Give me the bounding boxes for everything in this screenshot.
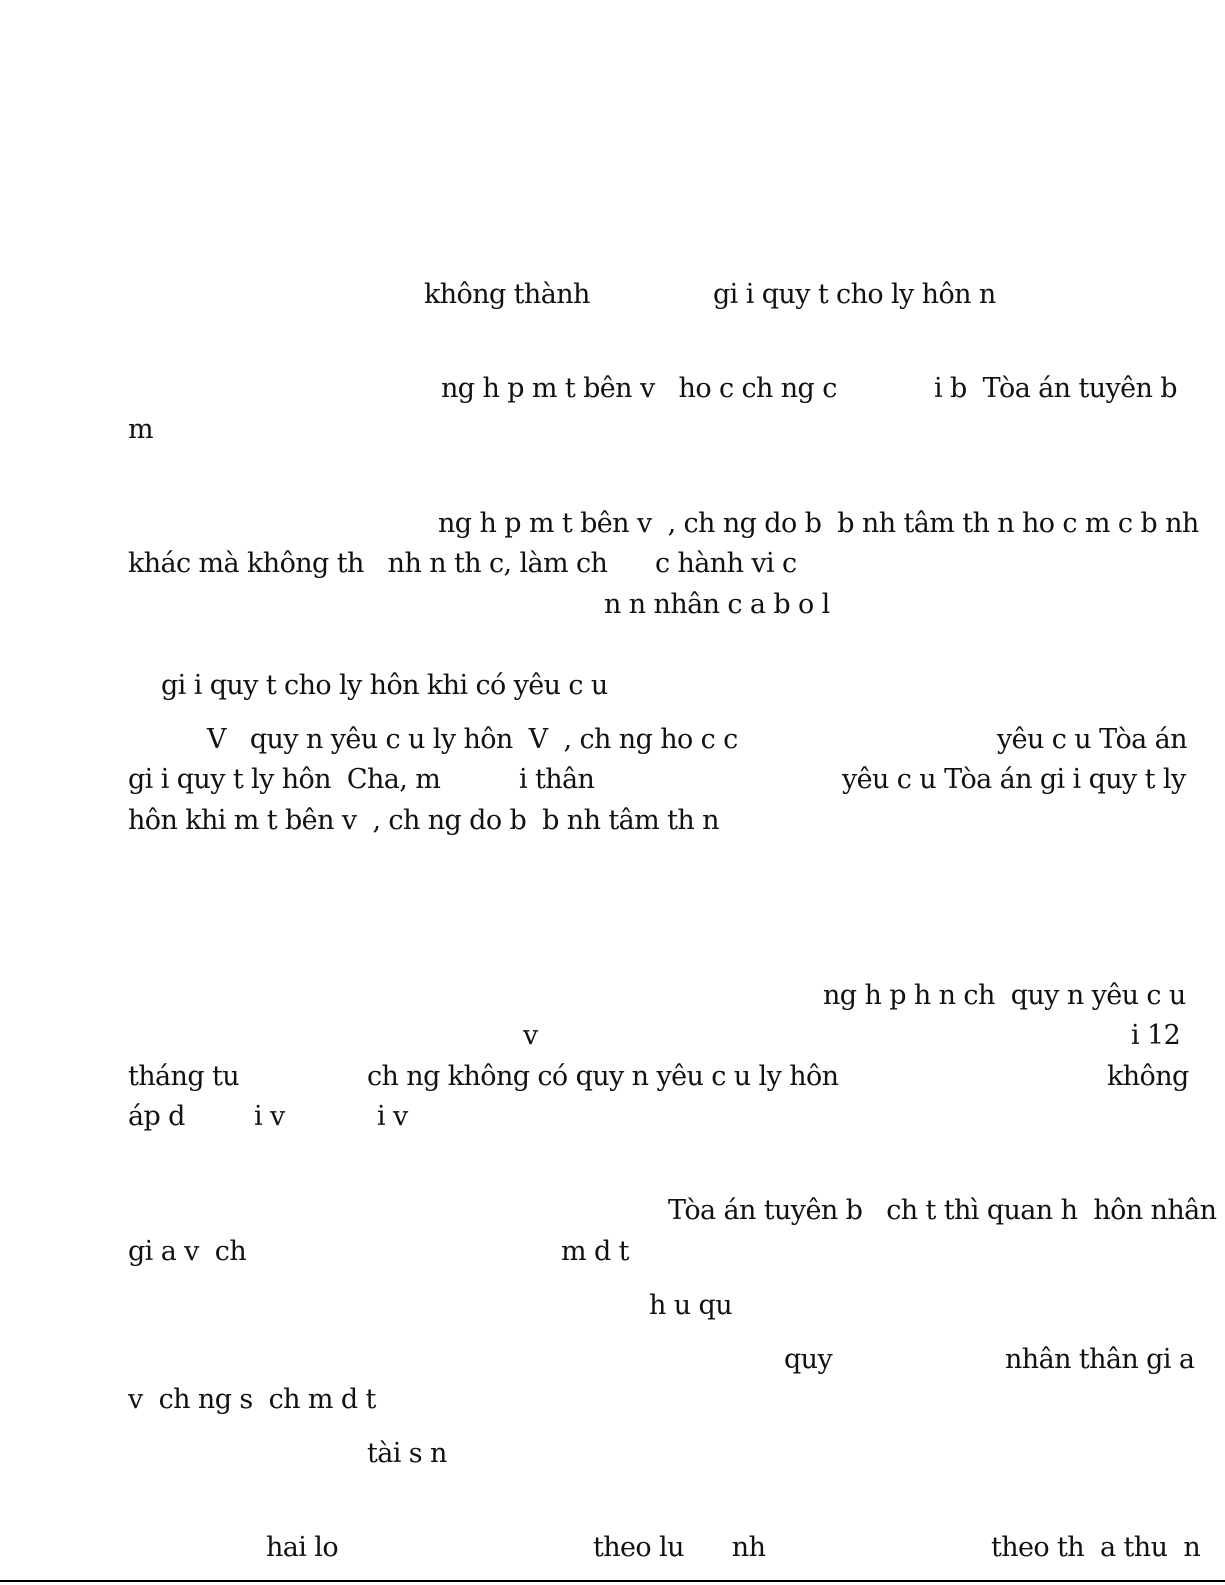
text-fragment: m d t [561, 1236, 629, 1267]
text-fragment: không [1107, 1061, 1189, 1092]
text-fragment: i v [254, 1101, 285, 1132]
text-fragment: v ch ng s ch m d t [128, 1384, 376, 1415]
text-fragment: yêu c u Tòa án gi i quy t ly [842, 764, 1186, 795]
text-fragment: nhân thân gi a [1005, 1344, 1195, 1375]
text-fragment: v [523, 1020, 538, 1051]
text-fragment: i b Tòa án tuyên b [934, 373, 1177, 404]
text-fragment: theo th a thu n [991, 1532, 1201, 1563]
text-fragment: khác mà không th nh n th c, làm ch [128, 548, 608, 579]
text-fragment: gi i quy t cho ly hôn n [713, 279, 996, 310]
text-fragment: m [128, 414, 154, 445]
page-bottom-rule [0, 1580, 1225, 1582]
text-fragment: i thân [519, 764, 595, 795]
text-fragment: c hành vi c [655, 548, 797, 579]
text-fragment: hôn khi m t bên v , ch ng do b b nh tâm th n [128, 805, 719, 836]
text-fragment: áp d [128, 1101, 185, 1132]
text-fragment: n n nhân c a b o l [604, 589, 830, 620]
text-fragment: gi i quy t ly hôn Cha, m [128, 764, 441, 795]
text-fragment: tài s n [367, 1438, 447, 1469]
text-fragment: hai lo [266, 1532, 338, 1563]
text-fragment: theo lu nh [593, 1532, 766, 1563]
text-fragment: ng h p h n ch quy n yêu c u [823, 980, 1186, 1011]
text-fragment: V quy n yêu c u ly hôn V , ch ng ho c c [207, 724, 738, 755]
text-fragment: ch ng không có quy n yêu c u ly hôn [367, 1061, 839, 1092]
text-fragment: tháng tu [128, 1061, 240, 1092]
text-fragment: gi a v ch [128, 1236, 247, 1267]
text-fragment: h u qu [649, 1290, 733, 1321]
text-fragment: i v [377, 1101, 408, 1132]
text-fragment: Tòa án tuyên b ch t thì quan h hôn nhân [668, 1195, 1217, 1226]
text-fragment: quy [784, 1344, 833, 1375]
text-fragment: i 12 [1131, 1020, 1181, 1051]
text-fragment: không thành [424, 279, 590, 310]
section-heading: gi i quy t cho ly hôn khi có yêu c u [161, 670, 608, 701]
text-fragment: yêu c u Tòa án [997, 724, 1187, 755]
text-fragment: ng h p m t bên v , ch ng do b b nh tâm th n ho c m c b nh [438, 508, 1199, 539]
text-fragment: ng h p m t bên v ho c ch ng c [441, 373, 837, 404]
